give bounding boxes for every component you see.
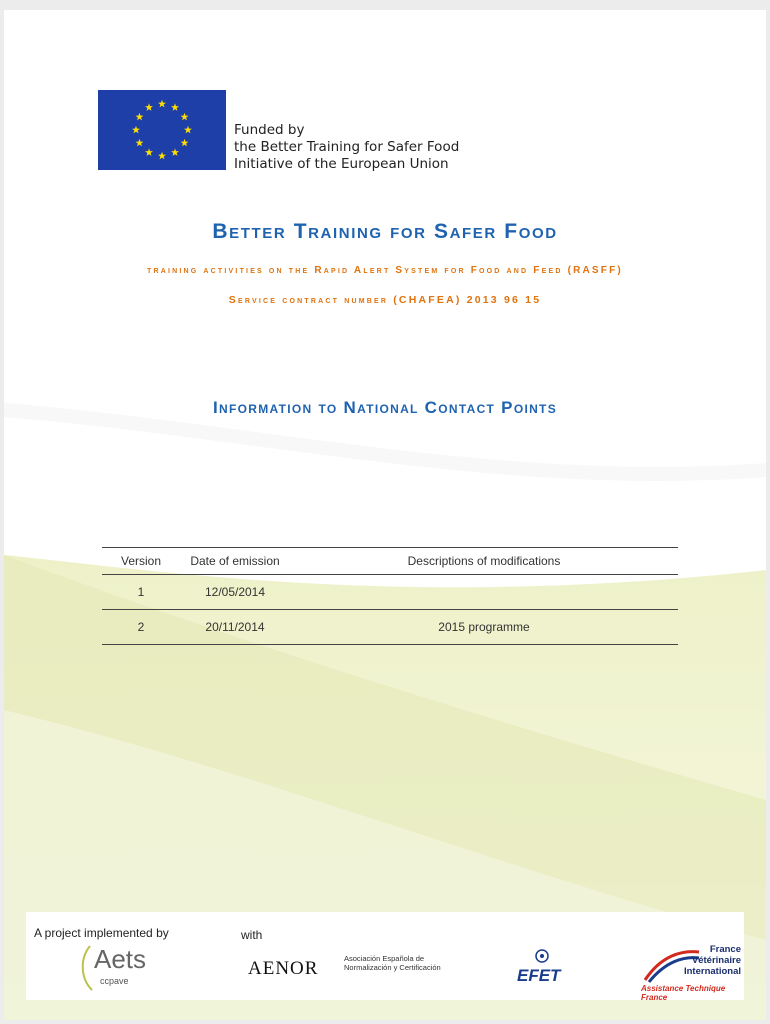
eu-flag-logo [98,90,226,170]
fvi-line-3: International [683,966,741,977]
funding-line-1: Funded by [234,122,305,138]
funding-statement [234,122,534,173]
eu-star-icon [135,113,143,121]
efet-name: EFET [517,966,561,985]
header-version: Version [102,548,180,575]
eu-star-icon [145,148,153,156]
version-table [102,547,678,645]
cell-version: 2 [102,610,180,645]
fvi-subtitle: Assistance Technique France [641,984,726,1002]
cell-date: 20/11/2014 [180,610,290,645]
eu-star-icon [135,139,143,147]
eu-star-icon [181,139,189,147]
eu-star-icon [171,148,179,156]
fvi-line-1: France [709,944,741,955]
aets-subtitle: ccpave [100,976,129,986]
aets-name: Aets [94,944,147,974]
aenor-sub-line-1: Asociación Española de [344,954,425,963]
document-title: Information to National Contact Points [213,398,557,417]
footer-partners [26,912,744,1000]
aenor-sub-line-2: Normalización y Certificación [344,963,441,972]
cell-date: 12/05/2014 [180,575,290,610]
table-row [102,575,678,610]
cell-modification [290,575,678,610]
fvi-line-2: Vétérinaire [691,955,741,966]
eu-star-icon [145,103,153,111]
eu-star-icon [158,152,166,160]
funding-line-2: the Better Training for Safer Food [234,139,460,155]
header-modifications: Descriptions of modifications [290,548,678,575]
contract-number: Service contract number (CHAFEA) 2013 96 15 [228,294,542,306]
eu-star-icon [158,100,166,108]
funding-line-3: Initiative of the European Union [234,156,449,172]
france-veterinaire-logo [641,940,741,1002]
cell-modification: 2015 programme [290,610,678,645]
eu-star-icon [184,126,192,134]
eu-star-icon [181,113,189,121]
aenor-subtitle [344,954,441,972]
eu-star-icon [171,103,179,111]
eu-star-icon [132,126,140,134]
subtitle: training activities on the Rapid Alert System for Food and Feed (RASFF) [147,265,623,276]
table-row [102,610,678,645]
with-label: with [241,928,263,942]
aets-logo [76,942,166,994]
efet-logo [513,948,571,990]
document-page [4,10,766,1020]
implemented-by-label: A project implemented by [34,926,169,940]
header-date: Date of emission [180,548,290,575]
fvi-name [684,944,741,977]
cell-version: 1 [102,575,180,610]
aenor-logo: AENOR [248,958,319,979]
main-title: Better Training for Safer Food [212,220,558,243]
